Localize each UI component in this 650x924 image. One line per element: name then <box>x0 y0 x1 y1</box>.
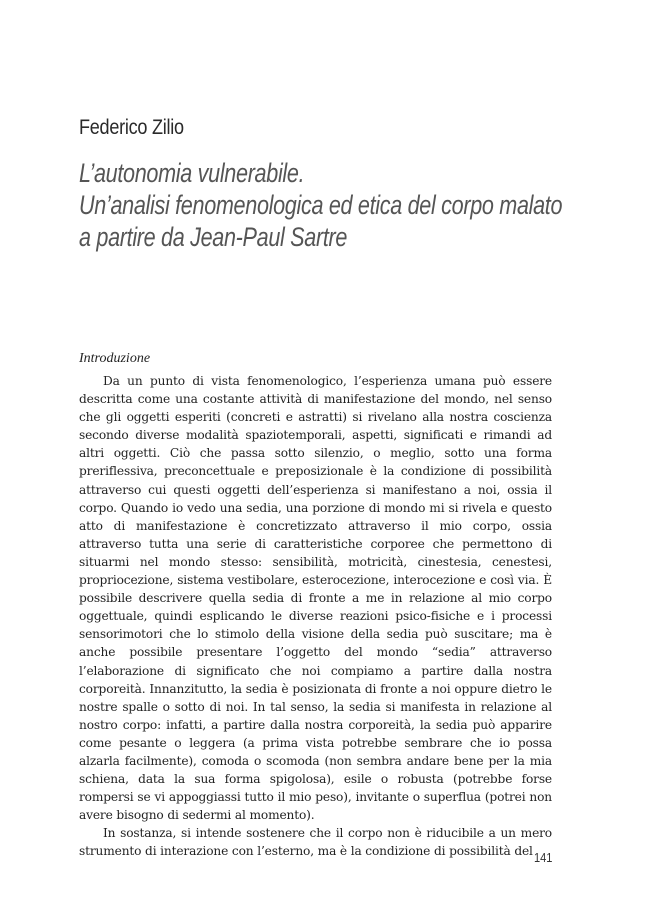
title-line-2: Un’analisi fenomenologica ed etica del corpo malato <box>79 190 563 220</box>
paragraph: In sostanza, si intende sostenere che il corpo non è riducibile a un mero strumento di interazione con l’esterno, ma è la condizione di possibilità del <box>79 826 552 859</box>
body-text <box>79 372 552 861</box>
page-number: 141 <box>534 850 553 865</box>
title-line-1: L’autonomia vulnerabile. <box>79 158 305 188</box>
article-title <box>79 157 563 253</box>
paragraph: Da un punto di vista fenomenologico, l’esperienza umana può essere descritta come una costante attività di manifestazione del mondo, nel senso che gli oggetti esperiti (concreti e astratti) si rivelano alla nostra coscienza secondo diverse modalità spaziotemporali, aspetti, significati e rimandi ad altri oggetti. Ciò che passa sotto silenzio, o meglio, sotto una forma preriflessiva, preconcettuale e preposizionale è la condizione di possibilità attraverso cui questi oggetti dell’esperienza si manifestano a noi, ossia il corpo. Quando io vedo una sedia, una porzione di mondo mi si rivela e questo atto di manifestazione è concretizzato attraverso il mio corpo, ossia attraverso tutta una serie di caratteristiche corporee che permettono di situarmi nel mondo stesso: sensibilità, motricità, cinestesia, cenestesi, propriocezione, sistema vestibolare, esterocezione, interocezione e così via. È possibile descrivere quella sedia di fronte a me in relazione al mio corpo oggettuale, quindi esplicando le diverse reazioni psico-fisiche e i processi sensorimotori che lo stimolo della visione della sedia può suscitare; ma è anche possibile presentare l’oggetto del mondo “sedia” attraverso l’elaborazione di significato che noi compiamo a partire dalla nostra corporeità. Innanzitutto, la sedia è posizionata di fronte a noi oppure dietro le nostre spalle o sotto di noi. In tal senso, la sedia si manifesta in relazione al nostro corpo: infatti, a partire dalla nostra corporeità, la sedia può apparire come pesante o leggera (a prima vista potrebbe sembrare che io possa alzarla facilmente), comoda o scomoda (non sembra andare bene per la mia schiena, data la sua forma spigolosa), esile o robusta (potrebbe forse rompersi se vi appoggiassi tutto il mio peso), invitante o superflua (potrei non avere bisogno di sedermi al momento). <box>79 374 552 823</box>
title-line-3: a partire da Jean-Paul Sartre <box>79 222 348 252</box>
author-name: Federico Zilio <box>79 116 184 139</box>
section-heading: Introduzione <box>79 351 151 366</box>
